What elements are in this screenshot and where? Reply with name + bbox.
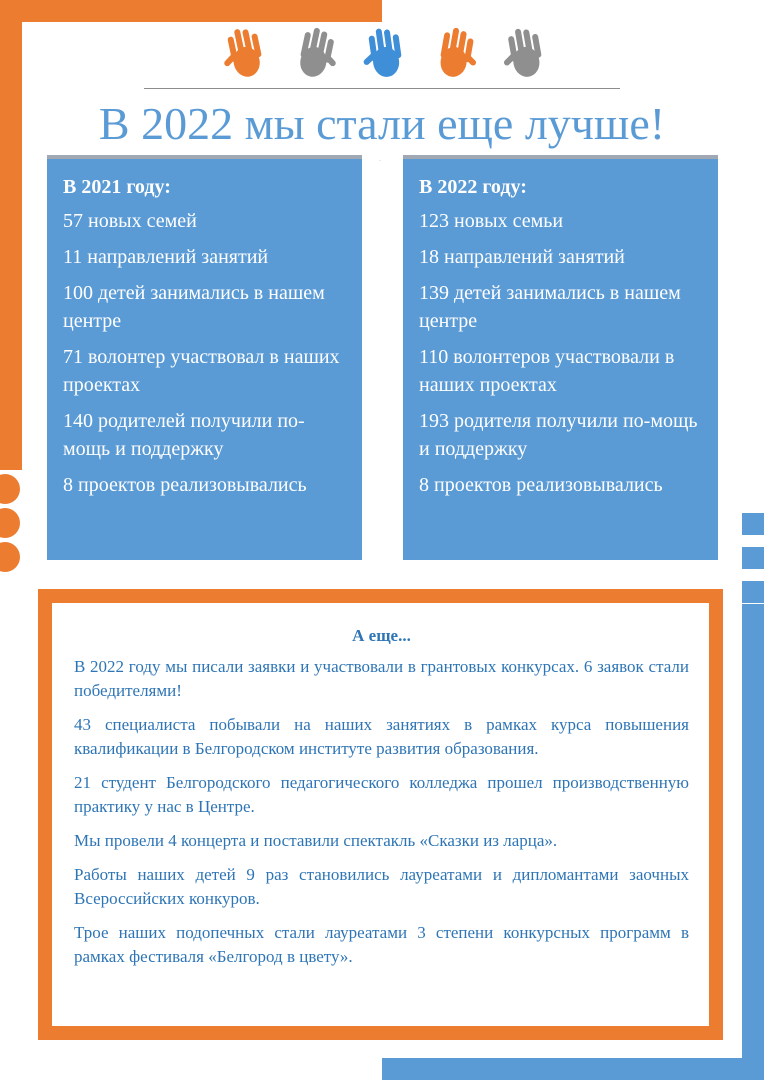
year-2021-item: 11 направлений занятий [63,246,269,268]
gray-hand-icon [290,24,340,82]
gray-hand-icon [500,24,550,82]
year-2021-item: 57 новых семей [63,210,197,232]
tiny-note: ... [379,158,382,162]
orange-dot [0,474,20,504]
orange-dot [0,542,20,572]
blue-right-bar [742,604,764,1080]
year-2022-item: 8 проектов реализовывались [419,474,663,496]
more-paragraph: Мы провели 4 концерта и поставили спектакль «Сказки из ларца». [74,831,558,850]
blue-square [742,513,764,535]
blue-square [742,581,764,603]
year-2022-heading: В 2022 году: [419,176,527,198]
orange-hand-icon [220,24,270,82]
year-2022-item: 110 волонтеров участвовали в наших проектах [419,346,675,396]
year-2022-item: 139 детей занимались в нашем центре [419,282,681,332]
orange-hand-icon [430,24,480,82]
orange-top-bar [0,0,382,22]
page-title: В 2022 мы стали еще лучше! [98,98,666,149]
more-paragraph: 43 специалиста побывали на наших занятиях в рамках курса повышения квалификации в Белгородском институте развития образования. [74,715,689,758]
year-2022-item: 18 направлений занятий [419,246,625,268]
title-divider [144,88,620,89]
year-2021-panel [47,155,362,560]
year-2022-panel [403,155,718,560]
orange-left-bar [0,0,22,470]
year-2021-item: 140 родителей получили по-мощь и поддержку [63,410,305,460]
more-paragraph: В 2022 году мы писали заявки и участвовали в грантовых конкурсах. 6 заявок стали победителями! [74,657,689,700]
more-paragraph: Работы наших детей 9 раз становились лауреатами и дипломантами заочных Всероссийских конкуров. [74,865,689,908]
orange-dot [0,508,20,538]
year-2021-item: 100 детей занимались в нашем центре [63,282,325,332]
year-2021-item: 8 проектов реализовывались [63,474,307,496]
year-2022-item: 123 новых семьи [419,210,564,232]
more-paragraph: 21 студент Белгородского педагогического колледжа прошел производственную практику у нас в Центре. [74,773,689,816]
more-heading: А еще... [352,626,411,645]
more-box [52,603,709,1026]
year-2022-item: 193 родителя получили по-мощь и поддержку [419,410,698,460]
more-box-frame [38,589,723,1040]
year-2021-item: 71 волонтер участвовал в наших проектах [63,346,340,396]
blue-square [742,547,764,569]
more-paragraph: Трое наших подопечных стали лауреатами 3 степени конкурсных программ в рамках фестиваля «Белгород в цвету». [74,923,689,966]
hands-row [220,24,550,82]
year-2021-heading: В 2021 году: [63,176,171,198]
blue-bottom-bar [382,1058,764,1080]
blue-hand-icon [360,24,410,82]
